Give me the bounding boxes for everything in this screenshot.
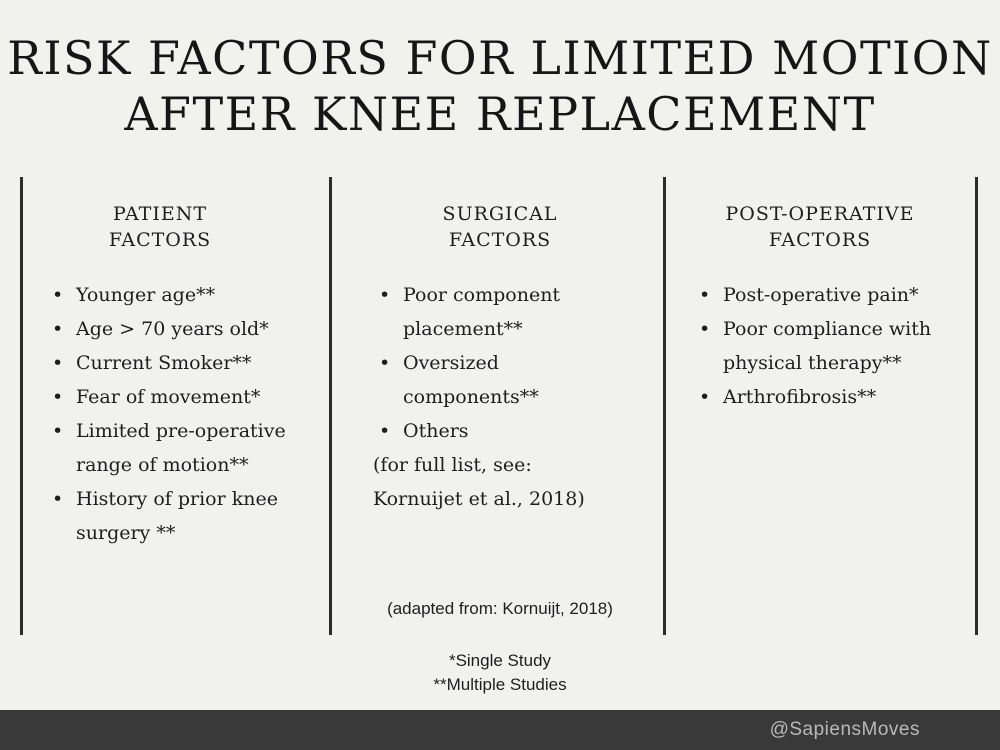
list-item [50,380,320,414]
list-item-text: • Younger age** [76,284,216,306]
list-item-text: • History of prior knee [76,488,278,510]
surgical-heading-line-2: FACTORS [448,229,552,251]
postop-factors-heading [690,201,950,253]
list-item-text: • Limited pre-operative [76,420,286,442]
list-item-text: • Others [403,420,469,442]
divider-center-right [663,177,666,635]
list-item-text: • Poor compliance with [723,318,932,340]
postop-heading-line-1: POST-OPERATIVE [725,203,915,225]
list-item-text: • Post-operative pain* [723,284,919,306]
adapted-source-note: (adapted from: Kornuijt, 2018) [387,599,613,618]
list-item-text: components** [403,386,539,408]
list-item-text: physical therapy** [723,352,902,374]
legend-multiple-studies: **Multiple Studies [433,675,567,694]
list-item [377,346,657,414]
postop-factors-list [697,278,967,414]
list-item-text: • Arthrofibrosis** [723,386,877,408]
patient-heading-line-2: FACTORS [108,229,212,251]
legend-single-study: *Single Study [448,651,552,670]
list-item-text: range of motion** [76,454,249,476]
list-item [50,278,320,312]
patient-factors-list [50,278,320,550]
surgical-heading-line-1: SURGICAL [442,203,558,225]
postop-heading-line-2: FACTORS [768,229,872,251]
patient-factors-heading [60,201,260,253]
title-line-2: AFTER KNEE REPLACEMENT [124,87,876,141]
surgical-note-line-2: Kornuijet et al., 2018) [373,488,585,510]
list-item-text: placement** [403,318,523,340]
patient-heading-line-1: PATIENT [112,203,208,225]
divider-center-left [329,177,332,635]
surgical-note [373,448,658,516]
divider-right [975,177,978,635]
footer-bar [0,710,1000,750]
list-item [697,312,967,380]
list-item [50,414,320,482]
title-line-1: RISK FACTORS FOR LIMITED MOTION [7,31,993,85]
list-item-text: surgery ** [76,522,176,544]
list-item [50,482,320,550]
social-handle: @SapiensMoves [769,719,920,740]
list-item-text: • Fear of movement* [76,386,261,408]
list-item [50,312,320,346]
surgical-factors-list [377,278,657,448]
divider-left [20,177,23,635]
list-item [50,346,320,380]
list-item [697,278,967,312]
list-item-text: • Oversized [403,352,499,374]
list-item [377,414,657,448]
page-title [0,30,1000,142]
surgical-note-line-1: (for full list, see: [373,454,532,476]
list-item-text: • Poor component [403,284,561,306]
list-item-text: • Age > 70 years old* [76,318,269,340]
list-item [377,278,657,346]
surgical-factors-heading [400,201,600,253]
list-item [697,380,967,414]
study-legend [350,649,650,697]
list-item-text: • Current Smoker** [76,352,252,374]
